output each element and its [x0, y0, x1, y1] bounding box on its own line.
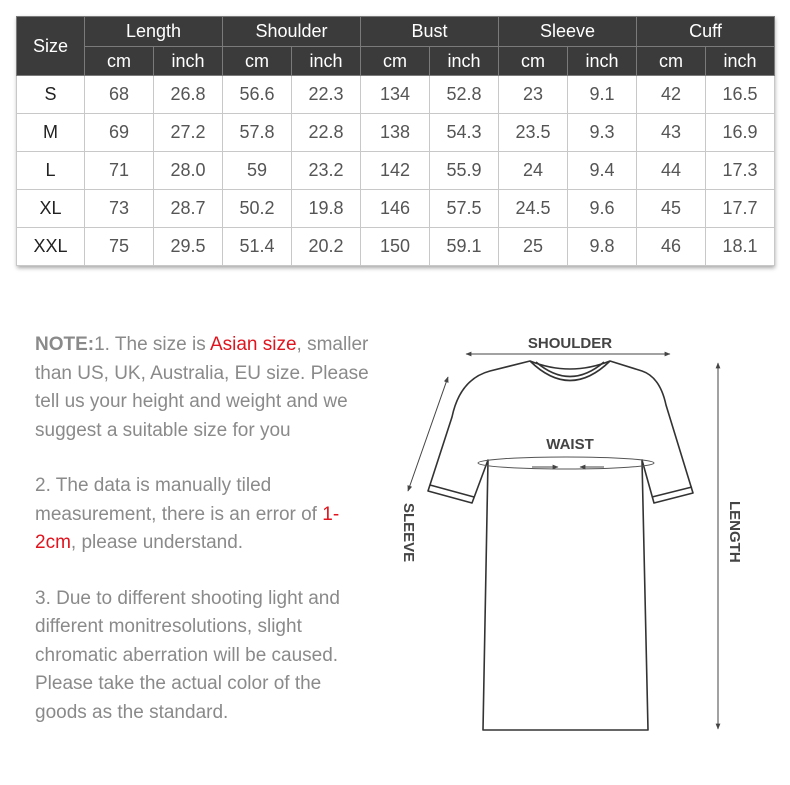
measurement-cell: 16.9 [706, 114, 775, 152]
measurement-cell: 69 [85, 114, 154, 152]
measurement-cell: 9.1 [568, 76, 637, 114]
unit-cm: cm [499, 47, 568, 76]
unit-cm: cm [223, 47, 292, 76]
measurement-cell: 68 [85, 76, 154, 114]
measurement-cell: 9.4 [568, 152, 637, 190]
measurement-cell: 73 [85, 190, 154, 228]
measurement-cell: 55.9 [430, 152, 499, 190]
measurement-cell: 51.4 [223, 228, 292, 266]
size-table-container [16, 16, 774, 266]
size-table-body [17, 76, 775, 266]
size-cell: S [17, 76, 85, 114]
measurement-cell: 75 [85, 228, 154, 266]
header-length: Length [85, 17, 223, 47]
measurement-cell: 20.2 [292, 228, 361, 266]
measurement-cell: 29.5 [154, 228, 223, 266]
measurement-cell: 56.6 [223, 76, 292, 114]
measurement-cell: 138 [361, 114, 430, 152]
measurement-cell: 25 [499, 228, 568, 266]
table-row [17, 228, 775, 266]
size-header: Size [17, 17, 85, 76]
measurement-cell: 71 [85, 152, 154, 190]
measurement-cell: 9.3 [568, 114, 637, 152]
table-row [17, 152, 775, 190]
length-measure [718, 363, 743, 729]
error-range-highlight: 1-2cm [35, 503, 340, 553]
size-cell: XXL [17, 228, 85, 266]
shoulder-measure [466, 335, 670, 354]
measurement-cell: 150 [361, 228, 430, 266]
measurement-cell: 43 [637, 114, 706, 152]
size-table [16, 16, 775, 266]
size-cell: M [17, 114, 85, 152]
length-label: LENGTH [726, 501, 743, 563]
measurement-cell: 23 [499, 76, 568, 114]
measurement-cell: 22.8 [292, 114, 361, 152]
unit-cm: cm [361, 47, 430, 76]
waist-label: WAIST [546, 436, 594, 453]
header-bust: Bust [361, 17, 499, 47]
note-p2-text-a: 2. The data is manually tiled measurement, there is an error of [35, 475, 323, 525]
unit-inch: inch [568, 47, 637, 76]
size-cell: XL [17, 190, 85, 228]
table-row [17, 114, 775, 152]
measurement-cell: 50.2 [223, 190, 292, 228]
measurement-cell: 19.8 [292, 190, 361, 228]
measurement-cell: 16.5 [706, 76, 775, 114]
measurement-cell: 59.1 [430, 228, 499, 266]
note-label: NOTE: [35, 334, 95, 355]
asian-size-highlight: Asian size [209, 334, 297, 355]
measurement-cell: 52.8 [430, 76, 499, 114]
measurement-cell: 57.8 [223, 114, 292, 152]
unit-inch: inch [430, 47, 499, 76]
measurement-cell: 146 [361, 190, 430, 228]
measurement-cell: 22.3 [292, 76, 361, 114]
measurement-cell: 23.2 [292, 152, 361, 190]
note-p1-text-a: 1. The size is [94, 334, 210, 355]
unit-cm: cm [85, 47, 154, 76]
measurement-cell: 28.7 [154, 190, 223, 228]
note-p2-text-b: , please understand. [70, 532, 244, 553]
measurement-cell: 57.5 [430, 190, 499, 228]
tshirt-measurement-diagram [390, 325, 770, 745]
tshirt-outline [428, 361, 693, 730]
measurement-cell: 9.8 [568, 228, 637, 266]
measurement-cell: 24.5 [499, 190, 568, 228]
measurement-cell: 17.7 [706, 190, 775, 228]
measurement-cell: 26.8 [154, 76, 223, 114]
measurement-cell: 28.0 [154, 152, 223, 190]
measurement-cell: 18.1 [706, 228, 775, 266]
measurement-cell: 45 [637, 190, 706, 228]
note-section [35, 331, 375, 754]
measurement-cell: 42 [637, 76, 706, 114]
header-cuff: Cuff [637, 17, 775, 47]
unit-inch: inch [292, 47, 361, 76]
measurement-cell: 59 [223, 152, 292, 190]
note-paragraph-1 [35, 331, 375, 445]
measurement-cell: 17.3 [706, 152, 775, 190]
unit-inch: inch [154, 47, 223, 76]
measurement-cell: 44 [637, 152, 706, 190]
table-row [17, 76, 775, 114]
measurement-cell: 46 [637, 228, 706, 266]
measurement-cell: 134 [361, 76, 430, 114]
measurement-cell: 23.5 [499, 114, 568, 152]
measurement-cell: 142 [361, 152, 430, 190]
note-paragraph-2 [35, 472, 375, 558]
note-p1-text-b: , smaller than US, UK, Australia, EU size. Please tell us your height and weight and we suggest a suitable size for you [35, 334, 369, 441]
measurement-cell: 24 [499, 152, 568, 190]
table-row [17, 190, 775, 228]
sleeve-label: SLEEVE [400, 503, 417, 563]
measurement-cell: 54.3 [430, 114, 499, 152]
measurement-cell: 27.2 [154, 114, 223, 152]
note-paragraph-3: 3. Due to different shooting light and different monitresolutions, slight chromatic aberration will be caused. Please take the actual color of the goods as the standard. [35, 587, 340, 723]
unit-cm: cm [637, 47, 706, 76]
header-sleeve: Sleeve [499, 17, 637, 47]
unit-inch: inch [706, 47, 775, 76]
header-shoulder: Shoulder [223, 17, 361, 47]
measurement-cell: 9.6 [568, 190, 637, 228]
size-cell: L [17, 152, 85, 190]
shoulder-label: SHOULDER [527, 335, 613, 352]
